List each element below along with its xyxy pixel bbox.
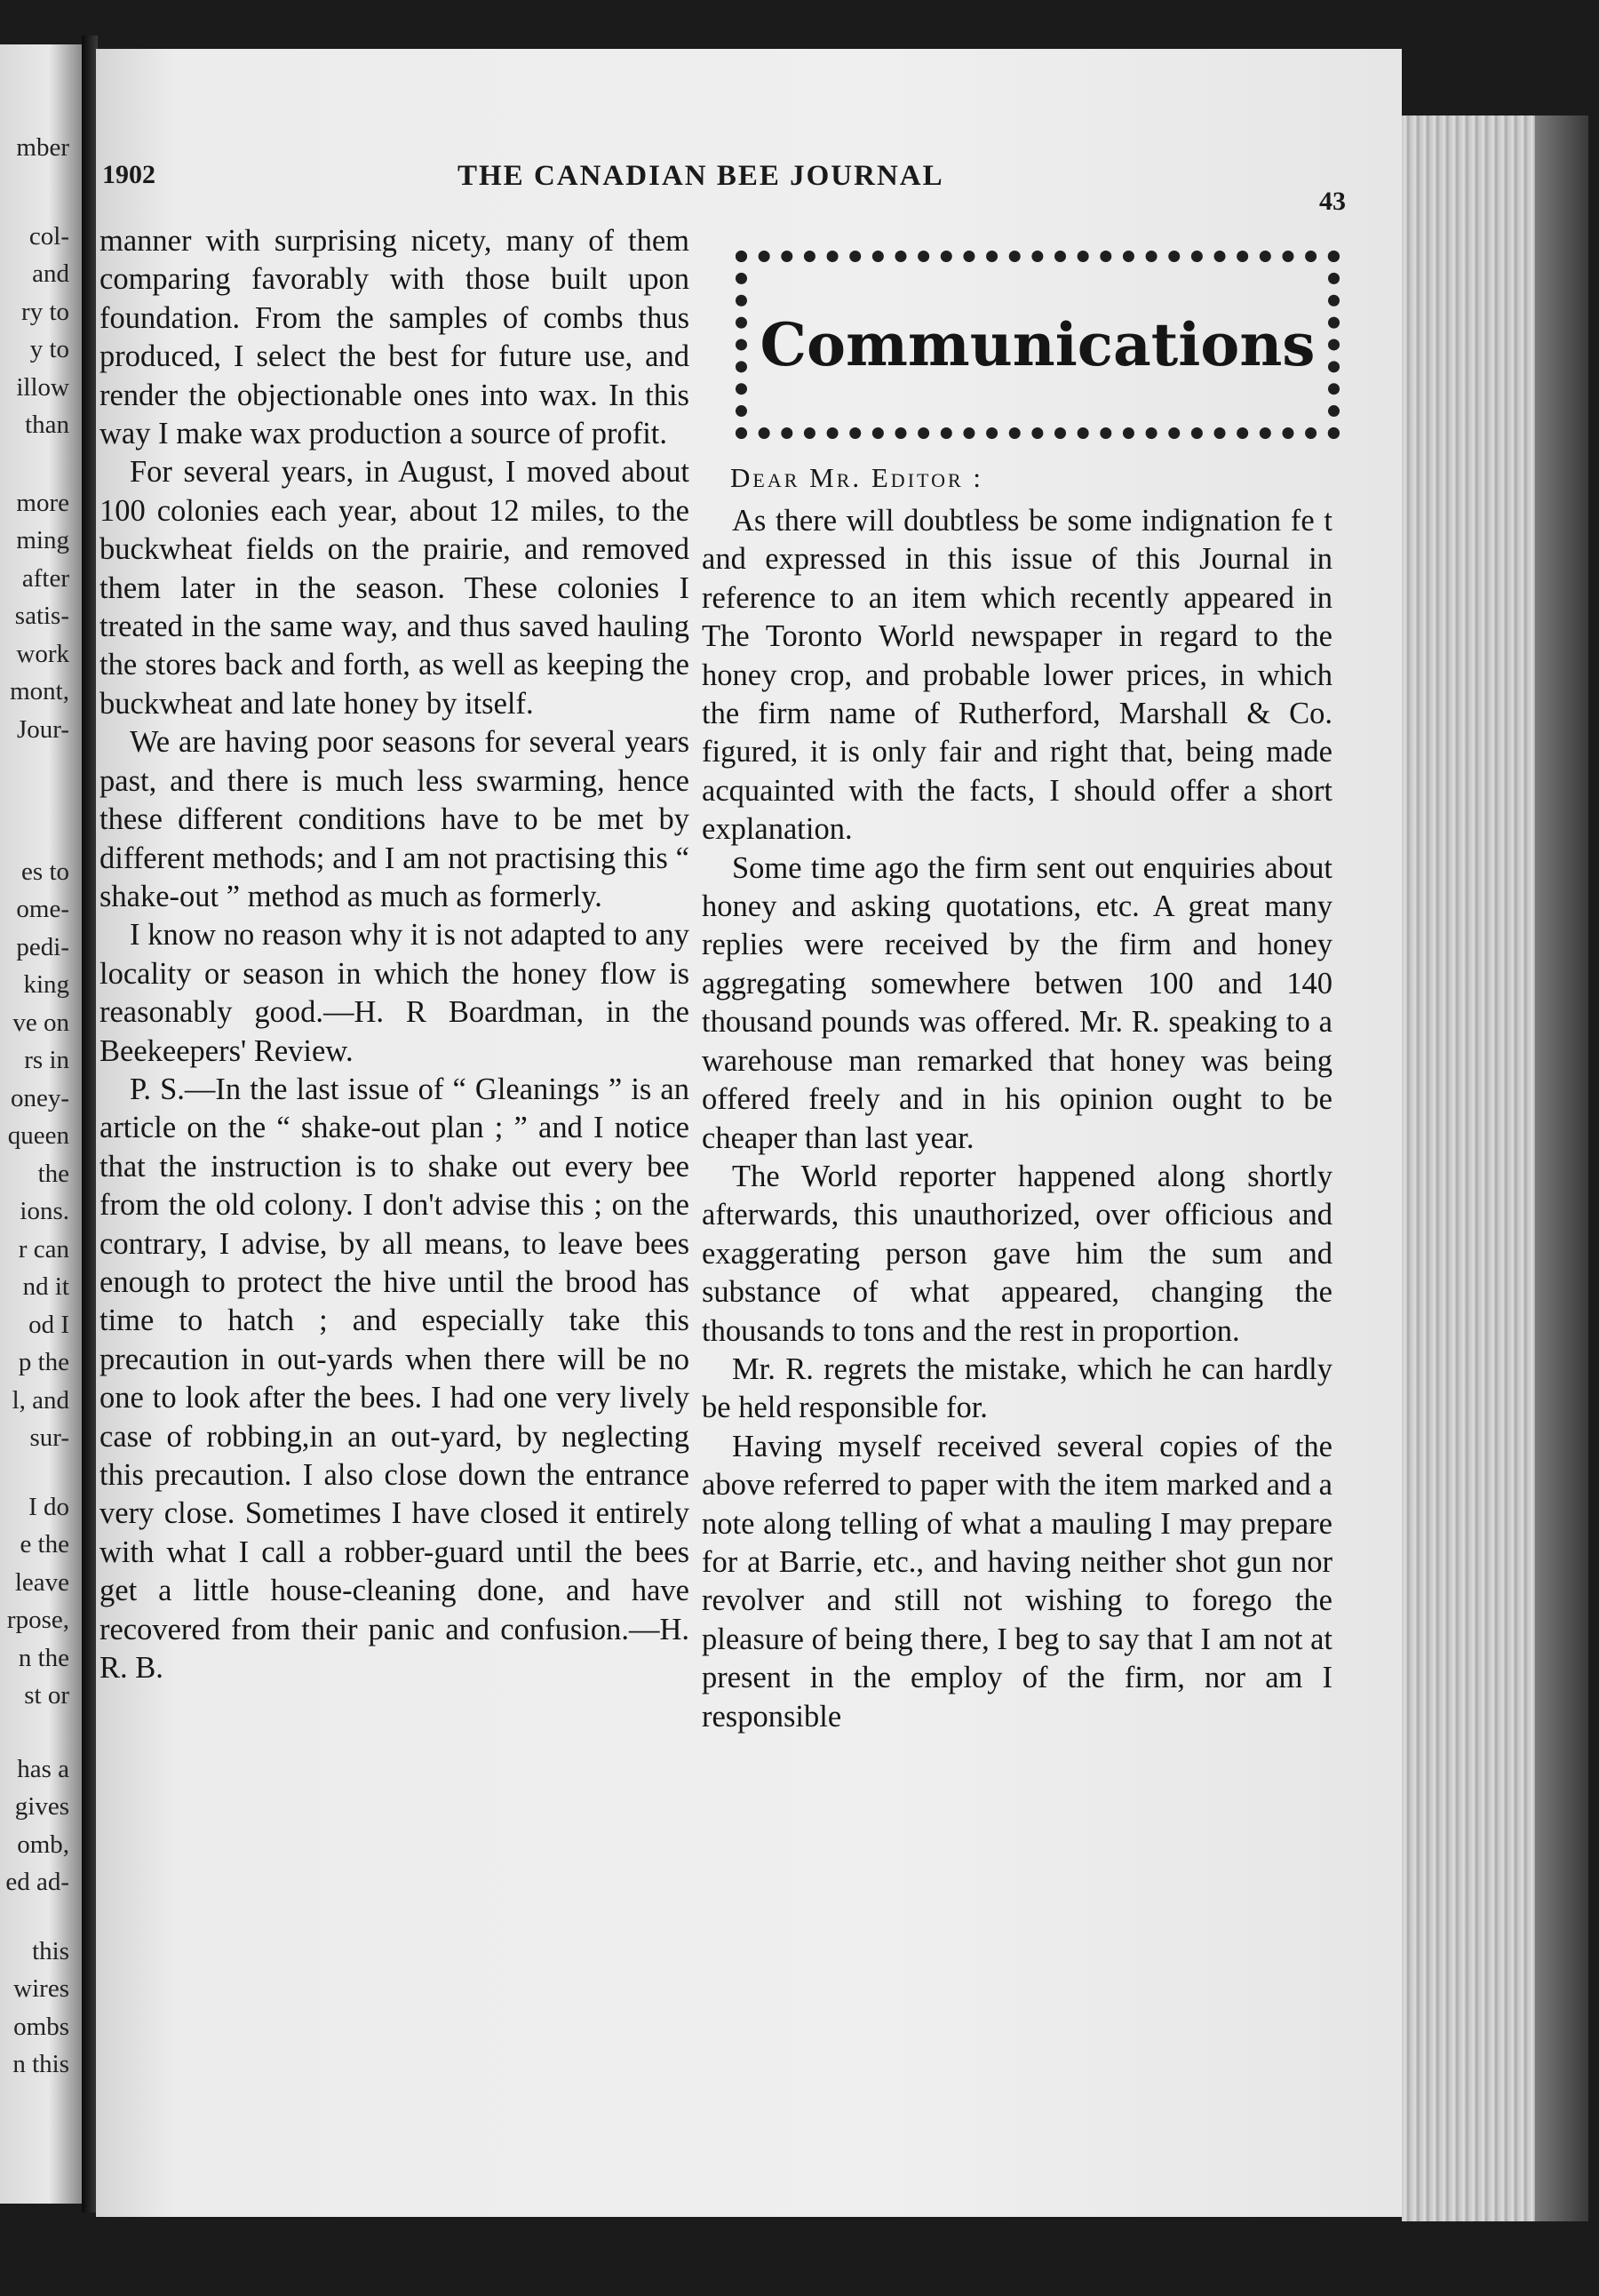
facing-page-text: leave <box>14 1568 69 1597</box>
communications-banner <box>736 251 1340 439</box>
paragraph: As there will doubtless be some indignation fe t and expressed in this issue of this Journal in reference to an item which recently appeared in The Toronto World newspaper in regard to the honey crop, and probable lower prices, in which the firm name of Rutherford, Marshall & Co. figured, it is only fair and right that, being made acquainted with the facts, I should offer a short explanation. <box>702 504 1332 847</box>
facing-page-text: col- <box>28 222 69 251</box>
paragraph: Having myself received several copies of the above referred to paper with the item marked and a note along telling of what a mauling I may prepare for at Barrie, etc., and having neither shot gun nor revolver and still not wishing to forego the pleasure of being there, I beg to say that I am not at present in the employ of the firm, nor am I responsible <box>702 1429 1332 1734</box>
facing-page-text: and <box>32 259 69 288</box>
facing-page-text: st or <box>24 1681 69 1710</box>
facing-page-text: after <box>21 564 69 593</box>
facing-page-text: ming <box>16 526 69 554</box>
facing-page-text: ions. <box>20 1197 69 1225</box>
facing-page-text: work <box>16 640 69 668</box>
facing-page-text: satis- <box>14 602 69 630</box>
facing-page-text: ome- <box>16 895 69 923</box>
left-column <box>99 222 689 1687</box>
facing-page-text: r can <box>18 1235 69 1264</box>
facing-page-text: rs in <box>24 1046 69 1074</box>
paragraph: Mr. R. regrets the mistake, which he can hardly be held responsible for. <box>702 1351 1332 1425</box>
paragraph: We are having poor seasons for several years past, and there is much less swarming, hence these different conditions have to be met by different methods; and I am not practising this “ shake-out ” method as much as formerly. <box>99 725 689 913</box>
facing-page-text: oney- <box>10 1084 69 1112</box>
facing-page-text: I do <box>28 1493 69 1521</box>
facing-page-text: omb, <box>17 1830 69 1859</box>
facing-page-text: illow <box>16 373 69 402</box>
facing-page-text: n the <box>18 1644 69 1672</box>
paragraph: manner with surprising nicety, many of them comparing favorably with those built upon foundation. From the samples of combs thus produced, I select the best for future use, and render the objectionable ones into wax. In this way I make wax production a source of profit. <box>99 224 689 451</box>
facing-page-text: king <box>23 970 69 999</box>
facing-page-text: e the <box>20 1530 69 1559</box>
facing-page-text: es to <box>21 857 69 886</box>
facing-page-fragment <box>0 44 82 2204</box>
facing-page-text: gives <box>14 1792 69 1821</box>
paragraph: P. S.—In the last issue of “ Gleanings ” is an article on the “ shake-out plan ; ” and I notice that the instruction is to shake out every bee from the old colony. I don't advise this ; on the contrary, I advise, by all means, to leave bees enough to protect the hive until the brood has time to hatch ; and especially take this precaution in out-yards when there will be no one to look after the bees. I had one very lively case of robbing,in an out-yard, by neglecting this precaution. I also close down the entrance very close. Sometimes I have closed it entirely with what I call a robber-guard until the bees get a little house-cleaning done, and have recovered from their panic and confusion.—H. R. B. <box>99 1072 689 1686</box>
facing-page-text: nd it <box>22 1272 69 1301</box>
facing-page-text: pedi- <box>16 933 69 961</box>
facing-page-text: od I <box>28 1311 69 1339</box>
running-header <box>102 160 1346 216</box>
facing-page-text: sur- <box>29 1423 69 1452</box>
facing-page-text: mber <box>16 133 69 162</box>
right-column <box>702 502 1332 1736</box>
journal-title: THE CANADIAN BEE JOURNAL <box>457 160 944 192</box>
facing-page-text: ed ad- <box>5 1868 69 1896</box>
paragraph: The World reporter happened along shortly afterwards, this unauthorized, over officious and exaggerating person gave him the sum and substance of what appeared, changing the thousands to tons and the rest in proportion. <box>702 1159 1332 1348</box>
facing-page-text: l, and <box>12 1386 69 1415</box>
paragraph: Some time ago the firm sent out enquiries about honey and asking quotations, etc. A great many replies were received by the firm and honey aggregating somewhere betwen 100 and 140 thousand pounds was offered. Mr. R. speaking to a warehouse man remarked that honey was being offered freely and in his opinion ought to be cheaper than last year. <box>702 850 1332 1155</box>
facing-page-text: this <box>32 1937 69 1965</box>
facing-page-text: ombs <box>13 2013 69 2041</box>
salutation: Dear Mr. Editor : <box>730 462 983 493</box>
facing-page-text: queen <box>7 1121 69 1150</box>
header-year: 1902 <box>102 160 155 189</box>
facing-page-text: ry to <box>21 298 69 326</box>
facing-page-text: y to <box>29 335 69 363</box>
facing-page-text: more <box>16 489 69 517</box>
facing-page-text: rpose, <box>6 1606 69 1634</box>
paragraph: For several years, in August, I moved about 100 colonies each year, about 12 miles, to the buckwheat fields on the prairie, and removed them later in the season. These colonies I treated in the same way, and thus saved hauling the stores back and forth, as well as keeping the buckwheat and late honey by itself. <box>99 455 689 721</box>
page-edges <box>1402 116 1588 2221</box>
section-heading: Communications <box>760 310 1316 379</box>
facing-page-text: wires <box>13 1974 69 2003</box>
paragraph: I know no reason why it is not adapted to any locality or season in which the honey flow is reasonably good.—H. R Boardman, in the Beekeepers' Review. <box>99 918 689 1068</box>
facing-page-text: has a <box>17 1755 69 1783</box>
facing-page-text: p the <box>18 1348 69 1376</box>
facing-page-text: ve on <box>12 1008 69 1037</box>
facing-page-text: Jour- <box>16 715 69 744</box>
facing-page-text: than <box>25 411 69 439</box>
page-number: 43 <box>1319 187 1346 216</box>
facing-page-text: mont, <box>10 677 69 706</box>
facing-page-text: the <box>37 1160 69 1188</box>
facing-page-text: n this <box>12 2050 69 2078</box>
